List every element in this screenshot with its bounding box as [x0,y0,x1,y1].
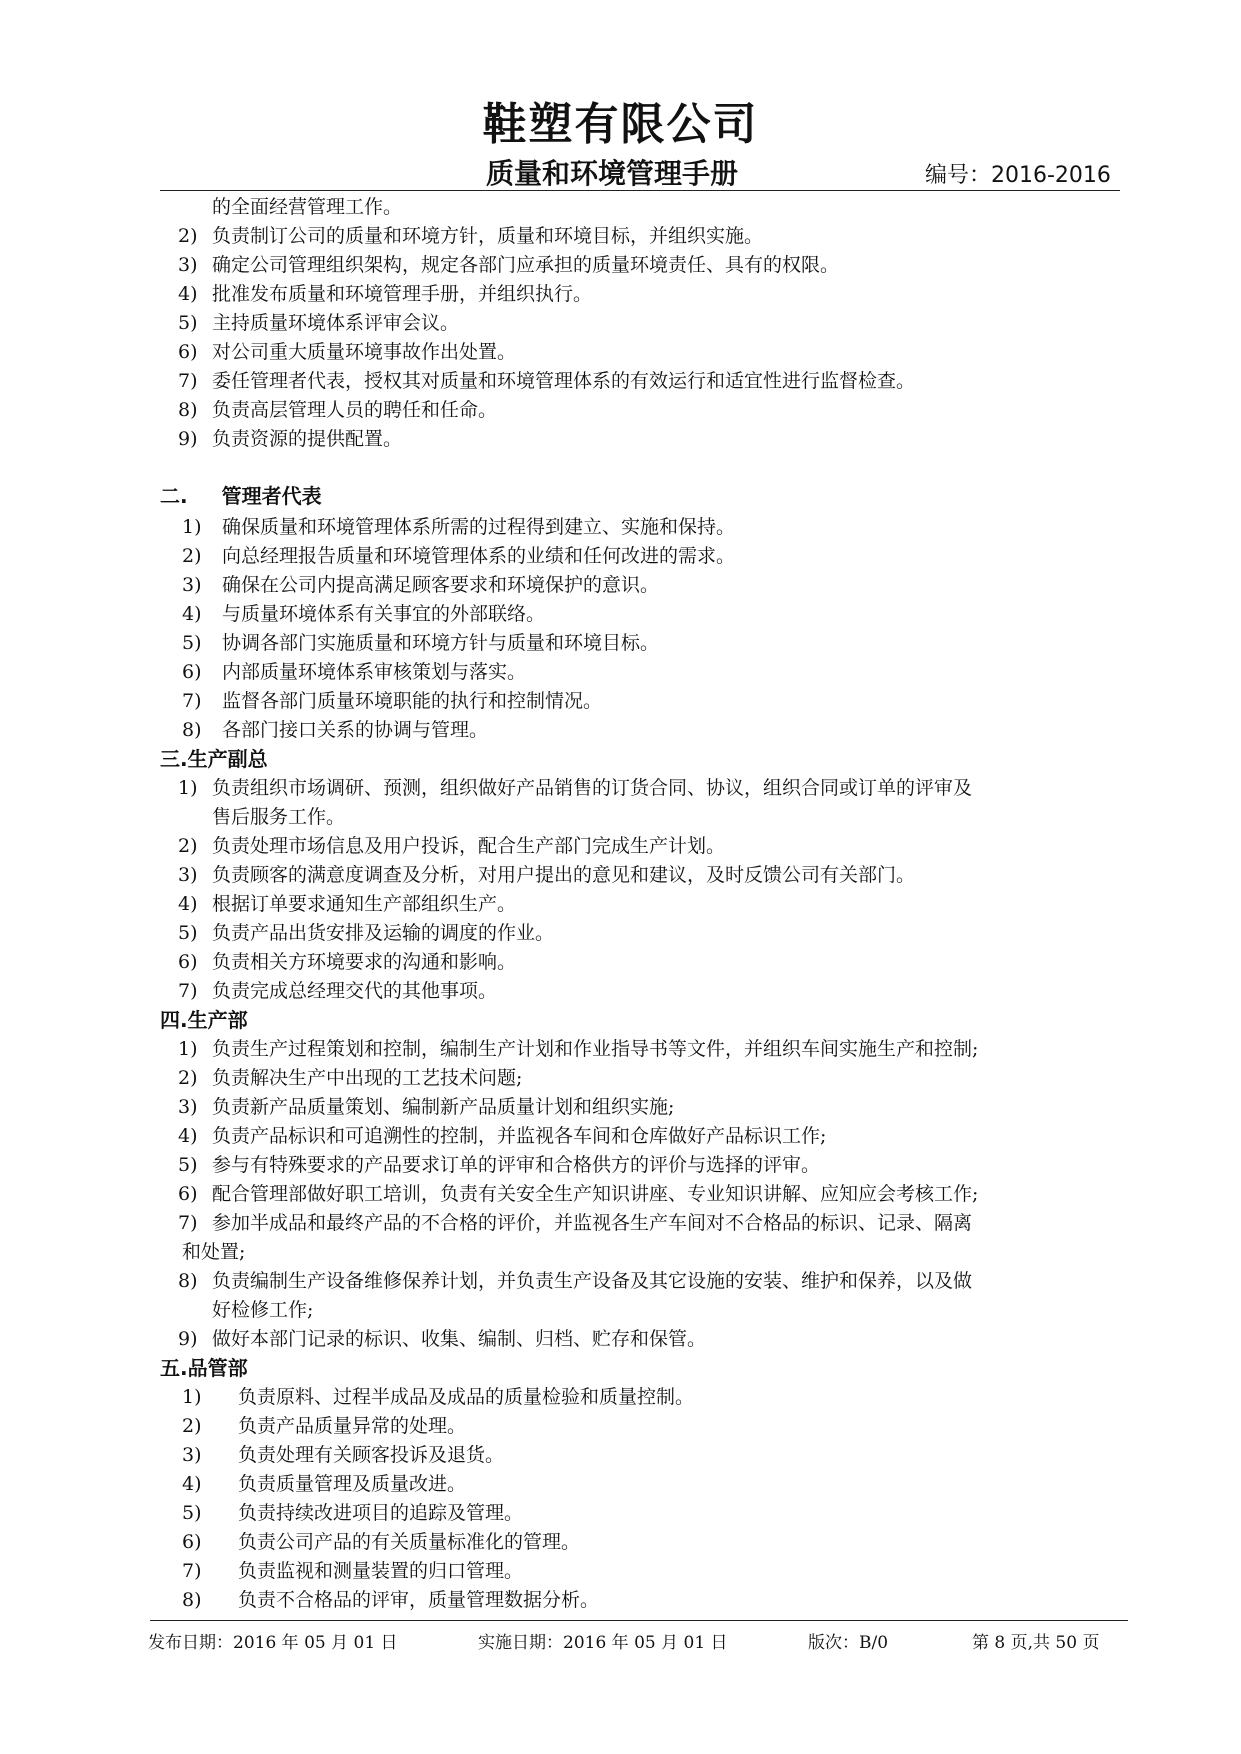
item-text: 各部门接口关系的协调与管理。 [222,719,489,741]
item-text: 配合管理部做好职工培训，负责有关安全生产知识讲座、专业知识讲解、应知应会考核工作; [212,1183,979,1205]
item-text: 参加半成品和最终产品的不合格的评价，并监视各生产车间对不合格品的标识、记录、隔离 [212,1212,973,1234]
list-item [182,1530,580,1554]
list-item [178,1182,978,1206]
item-text: 负责编制生产设备维修保养计划，并负责生产设备及其它设施的安装、维护和保养，以及做 [212,1270,973,1292]
list-item [178,340,516,364]
section-number: 四. [160,1008,188,1032]
item-number: 4) [182,603,202,625]
item-text: 负责不合格品的评审，质量管理数据分析。 [238,1589,600,1611]
item-number: 4) [178,283,198,305]
item-number: 8) [178,1270,198,1292]
list-item [182,718,488,742]
item-text: 负责高层管理人员的聘任和任命。 [212,399,498,421]
item-number: 2) [178,835,198,857]
item-number: 2) [182,1415,202,1437]
item-number: 8) [182,1589,202,1611]
item-number: 7) [182,690,202,712]
item-number: 6) [178,951,198,973]
item-text: 委任管理者代表，授权其对质量和环境管理体系的有效运行和适宜性进行监督检查。 [212,370,916,392]
list-item [178,892,516,916]
list-item [178,834,725,858]
item-text: 内部质量环境体系审核策划与落实。 [222,661,527,683]
item-text: 负责持续改进项目的追踪及管理。 [238,1502,524,1524]
item-text: 协调各部门实施质量和环境方针与质量和环境目标。 [222,632,660,654]
item-number: 2) [178,225,198,247]
item-number: 7) [178,370,198,392]
list-item [178,1211,972,1235]
item-number: 1) [178,777,198,799]
item-number: 4) [178,893,198,915]
section-number: 五. [160,1356,188,1380]
list-item [182,689,602,713]
list-item [182,1559,523,1583]
item-number: 1) [182,516,202,538]
item-number: 6) [178,341,198,363]
item-number: 1) [182,1386,202,1408]
item-text: 负责制订公司的质量和环境方针，质量和环境目标，并组织实施。 [212,225,764,247]
item-text: 负责完成总经理交代的其他事项。 [212,980,498,1002]
item-text: 确保质量和环境管理体系所需的过程得到建立、实施和保持。 [222,516,736,538]
item-text: 参与有特殊要求的产品要求订单的评审和合格供方的评价与选择的评审。 [212,1154,821,1176]
list-item [178,776,972,800]
item-text: 负责产品质量异常的处理。 [238,1415,467,1437]
item-number: 4) [182,1473,202,1495]
list-item [178,1153,820,1177]
item-number: 3) [182,1444,202,1466]
list-item [178,369,915,393]
section-number: 三. [160,747,188,771]
list-item [178,311,459,335]
item-text: 做好本部门记录的标识、收集、编制、归档、贮存和保管。 [212,1328,707,1350]
item-text: 向总经理报告质量和环境管理体系的业绩和任何改进的需求。 [222,545,736,567]
item-text: 负责监视和测量装置的归口管理。 [238,1560,524,1582]
document-number: 编号：2016-2016 [925,163,1111,188]
version: 版次：B/0 [808,1633,889,1653]
issue-date: 发布日期：2016 年 05 月 01 日 [148,1633,398,1653]
item-text: 负责资源的提供配置。 [212,428,403,450]
effective-date: 实施日期：2016 年 05 月 01 日 [478,1633,728,1653]
item-text: 根据订单要求通知生产部组织生产。 [212,893,517,915]
item-number: 5) [182,632,202,654]
list-item [182,1501,523,1525]
item-number: 6) [182,1531,202,1553]
list-item [178,253,839,277]
list-item [178,921,554,945]
list-item [182,1385,694,1409]
list-item [178,1037,978,1061]
section-number: 二. [160,484,188,508]
continuation-text: 售后服务工作。 [212,806,346,828]
list-item [182,515,735,539]
footer-divider [150,1620,1128,1621]
list-item [178,427,402,451]
item-text: 负责生产过程策划和控制，编制生产计划和作业指导书等文件，并组织车间实施生产和控制; [212,1038,979,1060]
item-number: 7) [182,1560,202,1582]
item-number: 9) [178,1328,198,1350]
item-text: 负责质量管理及质量改进。 [238,1473,467,1495]
section-heading [160,747,268,771]
section-heading [160,1008,248,1032]
company-name: 鞋塑有限公司 [482,99,759,150]
item-number: 2) [178,1067,198,1089]
list-item [178,1095,674,1119]
item-number: 2) [182,545,202,567]
item-text: 负责产品标识和可追溯性的控制，并监视各车间和仓库做好产品标识工作; [212,1125,827,1147]
item-number: 8) [182,719,202,741]
item-number: 3) [178,1096,198,1118]
list-item [178,282,592,306]
list-item [182,573,659,597]
list-item [182,1443,504,1467]
item-text: 与质量环境体系有关事宜的外部联络。 [222,603,546,625]
list-item [178,398,497,422]
continuation-text: 的全面经营管理工作。 [212,196,403,218]
item-number: 3) [178,254,198,276]
page-number: 第 8 页,共 50 页 [972,1633,1100,1653]
item-number: 5) [178,1154,198,1176]
item-text: 负责新产品质量策划、编制新产品质量计划和组织实施; [212,1096,675,1118]
list-item [178,1327,706,1351]
section-title: 品管部 [187,1356,248,1380]
manual-title: 质量和环境管理手册 [486,157,739,190]
list-item [178,224,763,248]
list-item [182,1472,466,1496]
item-number: 3) [182,574,202,596]
item-text: 监督各部门质量环境职能的执行和控制情况。 [222,690,603,712]
item-number: 6) [182,661,202,683]
item-number: 5) [182,1502,202,1524]
item-text: 确保在公司内提高满足顾客要求和环境保护的意识。 [222,574,660,596]
item-text: 负责处理市场信息及用户投诉，配合生产部门完成生产计划。 [212,835,726,857]
item-number: 7) [178,980,198,1002]
list-item [182,544,735,568]
item-text: 对公司重大质量环境事故作出处置。 [212,341,517,363]
item-text: 负责组织市场调研、预测，组织做好产品销售的订货合同、协议，组织合同或订单的评审及 [212,777,973,799]
list-item [178,1066,522,1090]
section-heading [160,1356,248,1380]
section-title: 生产部 [187,1008,248,1032]
item-text: 负责产品出货安排及运输的调度的作业。 [212,922,555,944]
item-number: 5) [178,312,198,334]
item-text: 确定公司管理组织架构，规定各部门应承担的质量环境责任、具有的权限。 [212,254,840,276]
section-title: 管理者代表 [221,484,322,508]
item-number: 7) [178,1212,198,1234]
list-item [182,602,545,626]
item-number: 4) [178,1125,198,1147]
item-text: 批准发布质量和环境管理手册，并组织执行。 [212,283,593,305]
item-number: 3) [178,864,198,886]
list-item [182,1414,466,1438]
item-number: 6) [178,1183,198,1205]
list-item [178,1269,972,1293]
item-text: 主持质量环境体系评审会议。 [212,312,460,334]
item-text: 负责顾客的满意度调查及分析，对用户提出的意见和建议，及时反馈公司有关部门。 [212,864,916,886]
item-number: 1) [178,1038,198,1060]
item-number: 5) [178,922,198,944]
item-text: 负责公司产品的有关质量标准化的管理。 [238,1531,581,1553]
list-item [178,950,516,974]
list-item [182,660,526,684]
item-text: 负责处理有关顾客投诉及退货。 [238,1444,505,1466]
list-item [182,631,659,655]
item-text: 负责相关方环境要求的沟通和影响。 [212,951,517,973]
continuation-text: 和处置; [182,1241,246,1263]
list-item [182,1588,599,1612]
item-text: 负责解决生产中出现的工艺技术问题; [212,1067,523,1089]
list-item [178,979,497,1003]
continuation-text: 好检修工作; [212,1299,314,1321]
item-number: 8) [178,399,198,421]
section-heading [160,484,322,508]
item-text: 负责原料、过程半成品及成品的质量检验和质量控制。 [238,1386,695,1408]
list-item [178,1124,826,1148]
section-title: 生产副总 [187,747,268,771]
item-number: 9) [178,428,198,450]
list-item [178,863,915,887]
